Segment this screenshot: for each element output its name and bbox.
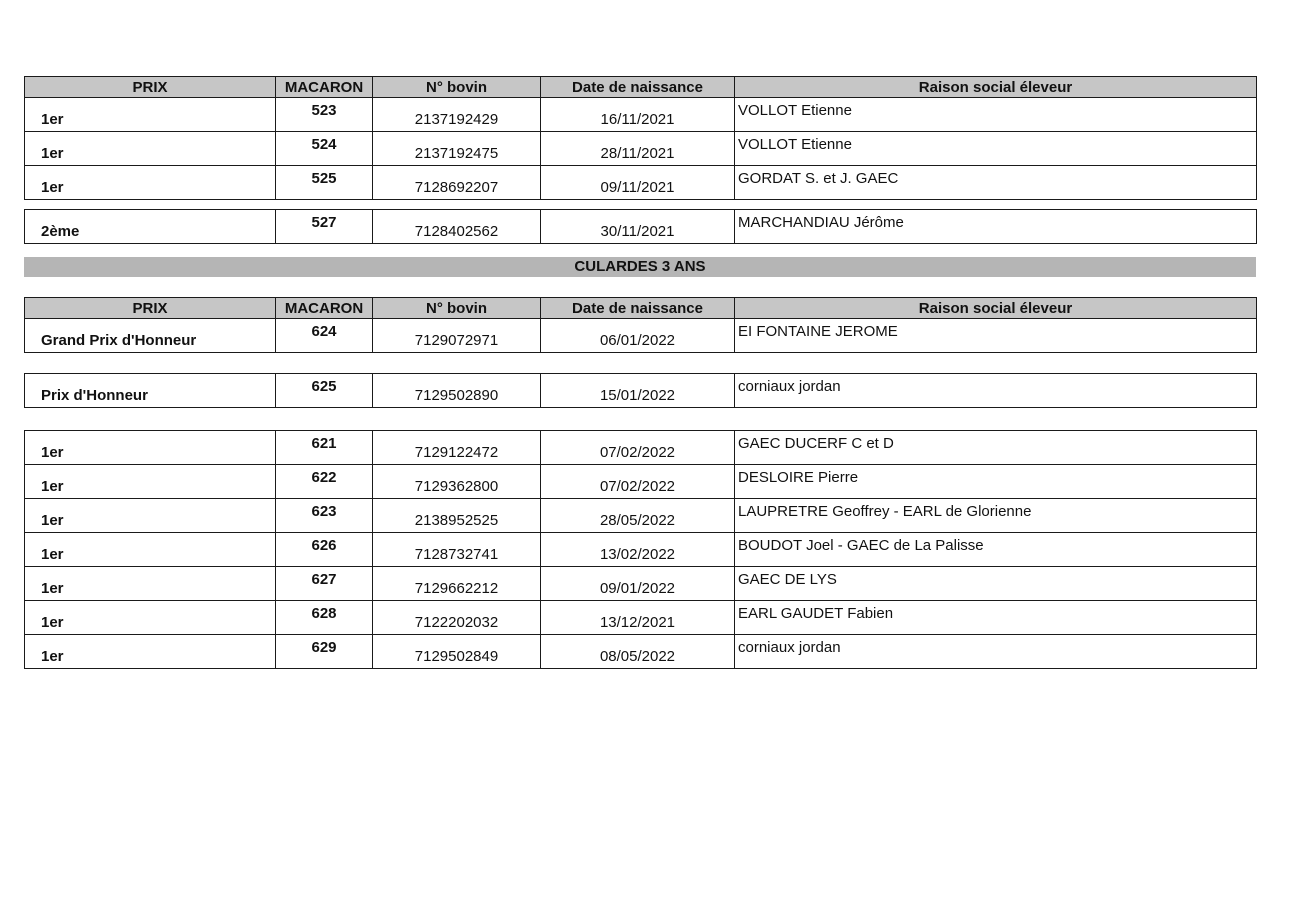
- cell-bovin: 7122202032: [373, 601, 541, 635]
- table-row: [25, 465, 1257, 499]
- cell-bovin: 7128402562: [373, 210, 541, 244]
- cell-date: 07/02/2022: [541, 431, 735, 465]
- cell-macaron: 626: [276, 533, 373, 567]
- cell-bovin: 7129072971: [373, 319, 541, 353]
- header-macaron: MACARON: [276, 77, 373, 98]
- cell-raison: BOUDOT Joel - GAEC de La Palisse: [735, 533, 1257, 567]
- table-row: [25, 210, 1257, 244]
- cell-date: 07/02/2022: [541, 465, 735, 499]
- cell-macaron: 627: [276, 567, 373, 601]
- cell-prix: Prix d'Honneur: [25, 374, 276, 408]
- cell-bovin: 2138952525: [373, 499, 541, 533]
- cell-prix: 1er: [25, 465, 276, 499]
- cell-date: 06/01/2022: [541, 319, 735, 353]
- table-row: [25, 499, 1257, 533]
- cell-prix: 1er: [25, 533, 276, 567]
- header-prix: PRIX: [25, 77, 276, 98]
- cell-date: 09/01/2022: [541, 567, 735, 601]
- table-row: [25, 567, 1257, 601]
- table-row: [25, 319, 1257, 353]
- cell-macaron: 525: [276, 166, 373, 200]
- header-bovin: N° bovin: [373, 298, 541, 319]
- cell-raison: DESLOIRE Pierre: [735, 465, 1257, 499]
- cell-prix: 1er: [25, 635, 276, 669]
- cell-bovin: 7129122472: [373, 431, 541, 465]
- cell-raison: VOLLOT Etienne: [735, 132, 1257, 166]
- cell-bovin: 7129502890: [373, 374, 541, 408]
- header-raison: Raison social éleveur: [735, 298, 1257, 319]
- cell-macaron: 623: [276, 499, 373, 533]
- section-title: CULARDES 3 ANS: [24, 257, 1256, 277]
- cell-prix: 1er: [25, 166, 276, 200]
- cell-date: 09/11/2021: [541, 166, 735, 200]
- results-table-first-prizes: [24, 430, 1257, 669]
- table-row: [25, 635, 1257, 669]
- results-table-top: [24, 76, 1257, 200]
- cell-macaron: 624: [276, 319, 373, 353]
- cell-date: 28/05/2022: [541, 499, 735, 533]
- cell-prix: 2ème: [25, 210, 276, 244]
- cell-prix: 1er: [25, 601, 276, 635]
- cell-macaron: 527: [276, 210, 373, 244]
- cell-raison: GAEC DUCERF C et D: [735, 431, 1257, 465]
- table-row: [25, 132, 1257, 166]
- cell-bovin: 7129362800: [373, 465, 541, 499]
- table-header: [25, 298, 1257, 319]
- table-row: [25, 533, 1257, 567]
- cell-macaron: 523: [276, 98, 373, 132]
- table-row: [25, 601, 1257, 635]
- table-row: [25, 166, 1257, 200]
- cell-date: 15/01/2022: [541, 374, 735, 408]
- cell-prix: 1er: [25, 499, 276, 533]
- cell-raison: MARCHANDIAU Jérôme: [735, 210, 1257, 244]
- cell-prix: 1er: [25, 98, 276, 132]
- cell-date: 13/12/2021: [541, 601, 735, 635]
- cell-bovin: 2137192429: [373, 98, 541, 132]
- cell-raison: LAUPRETRE Geoffrey - EARL de Glorienne: [735, 499, 1257, 533]
- header-date: Date de naissance: [541, 298, 735, 319]
- results-table-ph: [24, 373, 1257, 408]
- cell-macaron: 629: [276, 635, 373, 669]
- cell-raison: corniaux jordan: [735, 635, 1257, 669]
- table-row: [25, 98, 1257, 132]
- header-bovin: N° bovin: [373, 77, 541, 98]
- cell-bovin: 7128692207: [373, 166, 541, 200]
- cell-date: 13/02/2022: [541, 533, 735, 567]
- header-macaron: MACARON: [276, 298, 373, 319]
- header-prix: PRIX: [25, 298, 276, 319]
- cell-bovin: 7128732741: [373, 533, 541, 567]
- results-table-gph: [24, 297, 1257, 353]
- cell-prix: 1er: [25, 431, 276, 465]
- cell-raison: VOLLOT Etienne: [735, 98, 1257, 132]
- header-date: Date de naissance: [541, 77, 735, 98]
- cell-date: 16/11/2021: [541, 98, 735, 132]
- results-table-second: [24, 209, 1257, 244]
- cell-bovin: 7129502849: [373, 635, 541, 669]
- cell-prix: Grand Prix d'Honneur: [25, 319, 276, 353]
- cell-macaron: 625: [276, 374, 373, 408]
- cell-raison: GORDAT S. et J. GAEC: [735, 166, 1257, 200]
- cell-bovin: 2137192475: [373, 132, 541, 166]
- cell-prix: 1er: [25, 132, 276, 166]
- table-row: [25, 431, 1257, 465]
- cell-macaron: 621: [276, 431, 373, 465]
- cell-macaron: 628: [276, 601, 373, 635]
- cell-raison: corniaux jordan: [735, 374, 1257, 408]
- header-raison: Raison social éleveur: [735, 77, 1257, 98]
- cell-date: 30/11/2021: [541, 210, 735, 244]
- cell-bovin: 7129662212: [373, 567, 541, 601]
- cell-date: 28/11/2021: [541, 132, 735, 166]
- cell-date: 08/05/2022: [541, 635, 735, 669]
- cell-prix: 1er: [25, 567, 276, 601]
- cell-raison: EI FONTAINE JEROME: [735, 319, 1257, 353]
- cell-raison: GAEC DE LYS: [735, 567, 1257, 601]
- cell-macaron: 524: [276, 132, 373, 166]
- table-row: [25, 374, 1257, 408]
- table-header: [25, 77, 1257, 98]
- cell-raison: EARL GAUDET Fabien: [735, 601, 1257, 635]
- cell-macaron: 622: [276, 465, 373, 499]
